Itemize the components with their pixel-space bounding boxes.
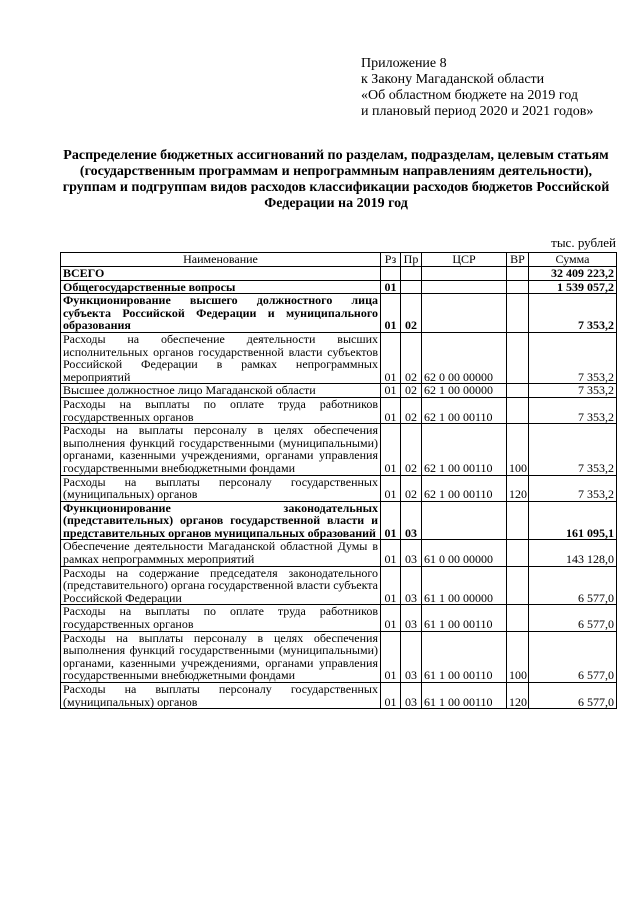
header-csr: ЦСР — [422, 253, 507, 267]
cell-pr: 02 — [401, 397, 422, 423]
cell-rz: 01 — [381, 384, 401, 398]
cell-pr: 03 — [401, 540, 422, 566]
table-row — [61, 280, 617, 294]
appendix-line-4: и плановый период 2020 и 2021 годов» — [361, 104, 594, 119]
cell-rz — [381, 267, 401, 281]
cell-csr: 61 0 00 00000 — [422, 540, 507, 566]
cell-rz: 01 — [381, 540, 401, 566]
cell-pr: 03 — [401, 631, 422, 682]
cell-name: Расходы на обеспечение деятельности высших исполнительных органов государственной власти субъектов Российской Федерации в рамках непрограммных мероприятий — [61, 332, 381, 383]
table-header-row — [61, 253, 617, 267]
cell-rz: 01 — [381, 683, 401, 709]
document-title: Распределение бюджетных ассигнований по разделам, подразделам, целевым статьям (государственным программам и непрограммным направлениям деятельности), группам и подгруппам видов расходов классификации расходов бюджетов Российской Федерации на 2019 год — [62, 148, 610, 211]
cell-vr — [507, 540, 529, 566]
cell-csr — [422, 280, 507, 294]
cell-vr — [507, 605, 529, 631]
appendix-line-3: «Об областном бюджете на 2019 год — [361, 88, 578, 103]
appendix-line-1: Приложение 8 — [361, 56, 447, 71]
table-row — [61, 566, 617, 605]
header-name: Наименование — [61, 253, 381, 267]
cell-name: Расходы на выплаты персоналу государственных (муниципальных) органов — [61, 683, 381, 709]
cell-csr: 62 1 00 00110 — [422, 424, 507, 475]
table-row — [61, 475, 617, 501]
budget-table — [60, 252, 617, 709]
budget-table-body — [61, 267, 617, 709]
cell-pr — [401, 267, 422, 281]
cell-sum: 6 577,0 — [529, 566, 617, 605]
cell-csr — [422, 294, 507, 333]
cell-rz: 01 — [381, 605, 401, 631]
cell-rz: 01 — [381, 294, 401, 333]
cell-vr — [507, 294, 529, 333]
cell-vr — [507, 332, 529, 383]
cell-name: Функционирование высшего должностного лица субъекта Российской Федерации и муниципального образования — [61, 294, 381, 333]
units-label: тыс. рублей — [551, 235, 616, 250]
cell-sum: 1 539 057,2 — [529, 280, 617, 294]
cell-name: Функционирование законодательных (представительных) органов государственной власти и представительных органов муниципальных образований — [61, 501, 381, 540]
header-rz: Рз — [381, 253, 401, 267]
cell-name: Общегосударственные вопросы — [61, 280, 381, 294]
cell-rz: 01 — [381, 332, 401, 383]
cell-name: Высшее должностное лицо Магаданской области — [61, 384, 381, 398]
cell-sum: 143 128,0 — [529, 540, 617, 566]
cell-vr — [507, 397, 529, 423]
cell-csr: 62 0 00 00000 — [422, 332, 507, 383]
cell-sum: 7 353,2 — [529, 475, 617, 501]
cell-vr: 120 — [507, 683, 529, 709]
table-row — [61, 501, 617, 540]
cell-sum: 7 353,2 — [529, 294, 617, 333]
table-row — [61, 631, 617, 682]
cell-pr: 03 — [401, 566, 422, 605]
cell-sum: 7 353,2 — [529, 332, 617, 383]
header-sum: Сумма — [529, 253, 617, 267]
cell-sum: 161 095,1 — [529, 501, 617, 540]
cell-name: Расходы на выплаты персоналу государственных (муниципальных) органов — [61, 475, 381, 501]
table-row — [61, 605, 617, 631]
cell-csr: 62 1 00 00110 — [422, 475, 507, 501]
cell-vr — [507, 566, 529, 605]
cell-rz: 01 — [381, 424, 401, 475]
cell-sum: 6 577,0 — [529, 683, 617, 709]
cell-csr — [422, 501, 507, 540]
cell-csr: 61 1 00 00110 — [422, 605, 507, 631]
cell-pr: 02 — [401, 332, 422, 383]
cell-pr: 03 — [401, 683, 422, 709]
cell-rz: 01 — [381, 475, 401, 501]
cell-csr: 62 1 00 00000 — [422, 384, 507, 398]
cell-csr: 61 1 00 00110 — [422, 683, 507, 709]
cell-name: Расходы на выплаты по оплате труда работников государственных органов — [61, 605, 381, 631]
table-row — [61, 294, 617, 333]
cell-pr — [401, 280, 422, 294]
cell-name: Расходы на выплаты персоналу в целях обеспечения выполнения функций государственными (муниципальными) органами, казенными учреждениями, органами управления государственными внебюджетными фондами — [61, 424, 381, 475]
cell-rz: 01 — [381, 280, 401, 294]
cell-sum: 6 577,0 — [529, 631, 617, 682]
cell-csr: 61 1 00 00000 — [422, 566, 507, 605]
cell-sum: 6 577,0 — [529, 605, 617, 631]
table-row — [61, 540, 617, 566]
cell-pr: 02 — [401, 384, 422, 398]
appendix-line-2: к Закону Магаданской области — [361, 72, 545, 87]
cell-sum: 7 353,2 — [529, 424, 617, 475]
header-vr: ВР — [507, 253, 529, 267]
table-row — [61, 397, 617, 423]
cell-sum: 32 409 223,2 — [529, 267, 617, 281]
cell-pr: 03 — [401, 605, 422, 631]
cell-csr: 61 1 00 00110 — [422, 631, 507, 682]
cell-csr: 62 1 00 00110 — [422, 397, 507, 423]
cell-sum: 7 353,2 — [529, 397, 617, 423]
cell-rz: 01 — [381, 631, 401, 682]
cell-vr — [507, 280, 529, 294]
cell-vr: 100 — [507, 631, 529, 682]
cell-pr: 02 — [401, 475, 422, 501]
cell-name: Расходы на выплаты персоналу в целях обеспечения выполнения функций государственными (муниципальными) органами, казенными учреждениями, органами управления государственными внебюджетными фондами — [61, 631, 381, 682]
table-row — [61, 683, 617, 709]
cell-sum: 7 353,2 — [529, 384, 617, 398]
cell-rz: 01 — [381, 566, 401, 605]
header-pr: Пр — [401, 253, 422, 267]
table-row — [61, 424, 617, 475]
cell-vr — [507, 384, 529, 398]
cell-rz: 01 — [381, 397, 401, 423]
cell-csr — [422, 267, 507, 281]
cell-name: Обеспечение деятельности Магаданской областной Думы в рамках непрограммных мероприятий — [61, 540, 381, 566]
cell-name: ВСЕГО — [61, 267, 381, 281]
cell-pr: 02 — [401, 294, 422, 333]
cell-vr — [507, 501, 529, 540]
cell-name: Расходы на содержание председателя законодательного (представительного) органа государственной власти субъекта Российской Федерации — [61, 566, 381, 605]
cell-pr: 02 — [401, 424, 422, 475]
cell-pr: 03 — [401, 501, 422, 540]
cell-vr — [507, 267, 529, 281]
appendix-note — [361, 56, 631, 120]
cell-name: Расходы на выплаты по оплате труда работников государственных органов — [61, 397, 381, 423]
cell-vr: 100 — [507, 424, 529, 475]
cell-rz: 01 — [381, 501, 401, 540]
table-row — [61, 332, 617, 383]
cell-vr: 120 — [507, 475, 529, 501]
table-row — [61, 267, 617, 281]
table-row — [61, 384, 617, 398]
